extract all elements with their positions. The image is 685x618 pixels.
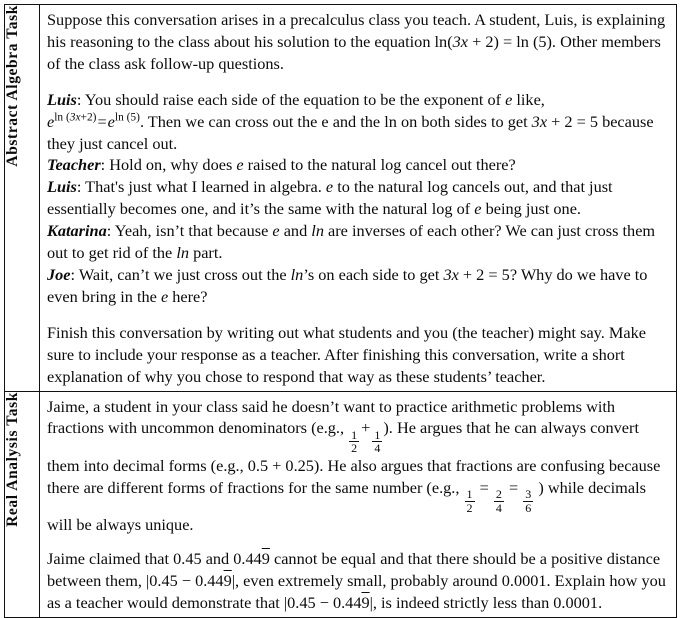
speaker-colon: : [76, 177, 82, 197]
fraction-denominator: 4 [495, 500, 502, 515]
speaker-colon: : [70, 264, 76, 284]
katarina-text-1: Yeah, isn’t that because [111, 221, 273, 241]
paragraph-jaime-claim [47, 548, 669, 614]
luis2-e-symbol-2: e [474, 199, 482, 219]
luis1-math-plus2: + 2 [547, 111, 577, 131]
jaime-claim-text-4: |, is indeed strictly less than 0.0001. [369, 592, 603, 612]
jaime-intro-text-2: ). He argues that he can always convert them into decimal forms (e.g., 0.5 + 0.25). He also argues that fractions are confusing because there are different forms of fractions for the same number (e.g., [47, 418, 661, 497]
fraction-denominator: 2 [351, 441, 358, 456]
fraction-numerator: 1 [466, 487, 473, 502]
speaker-colon: : [106, 221, 112, 241]
paragraph-intro [47, 9, 669, 75]
luis1-math-equals: = [576, 111, 590, 131]
repeating-nine-overline-2: 9 [223, 570, 232, 590]
teacher1-e-symbol: e [236, 155, 244, 175]
repeating-nine-overline-1: 9 [261, 548, 270, 568]
joe-e-symbol: e [160, 286, 169, 306]
luis1-text-1: You should raise each side of the equation to be the exponent of [81, 89, 506, 109]
paragraph-jaime-intro [47, 396, 669, 536]
paragraph-luis-1 [47, 89, 669, 155]
fraction-one-half-b [465, 488, 475, 514]
fraction-equals-2: = [504, 477, 523, 497]
fraction-one-half-a [349, 429, 359, 455]
fraction-denominator: 4 [374, 441, 381, 456]
row-label-real-analysis [5, 391, 40, 617]
joe-text-2: ’s on each side to get [303, 264, 444, 284]
speaker-teacher: Teacher [47, 155, 101, 175]
intro-plus-two: + 2) = [468, 31, 517, 51]
luis2-text-2: to the natural log cancels out, and that just essentially becomes one, and it’s the same with the natural log of [47, 177, 613, 219]
fraction-numerator: 1 [374, 428, 381, 443]
eq-base-e-2: e [107, 111, 115, 131]
eq-exp1-ln: ln ( [54, 111, 70, 124]
eq-exp1-x: 3x [69, 111, 81, 124]
row-label-text: Real Analysis Task [4, 391, 21, 527]
luis1-e-symbol: e [505, 89, 513, 109]
joe-text-4: here? [168, 286, 208, 306]
jaime-intro-text-1: Jaime, a student in your class said he doesn’t want to practice arithmetic problems with fractions with uncommon denominators (e.g., [47, 396, 616, 438]
paragraph-luis-2 [47, 176, 669, 220]
fraction-numerator: 1 [351, 428, 358, 443]
repeating-nine-overline-3: 9 [361, 592, 370, 612]
luis1-text-2: like, [512, 89, 545, 109]
eq-exp1-rest: +2) [80, 111, 97, 124]
teacher1-text-1: Hold on, why does [105, 155, 237, 175]
luis1-math-five: 5 [589, 111, 598, 131]
luis2-text-1: That's just what I learned in algebra. [81, 177, 326, 197]
joe-math-3x: 3x [443, 264, 459, 284]
teacher1-text-2: raised to the natural log cancel out there? [243, 155, 516, 175]
luis1-equation [47, 112, 140, 131]
task-table [4, 4, 677, 618]
speaker-colon: : [76, 89, 82, 109]
paragraph-katarina [47, 220, 669, 264]
speaker-joe: Joe [47, 264, 71, 284]
task-body-real-analysis [40, 391, 677, 617]
speaker-katarina: Katarina [47, 221, 107, 241]
eq-exponent-2: ln (5) [114, 111, 140, 124]
jaime-claim-text-3: |, even extremely small, probably around 0.0001. Explain how you as a teacher would demonstrate that |0.45 − 0.44 [47, 570, 666, 612]
katarina-text-4: part. [189, 243, 223, 263]
eq-equals-1: = [97, 111, 107, 131]
luis1-math-3x: 3x [531, 111, 548, 131]
katarina-text-3: are inverses of each other? We can just cross them out to get rid of the [47, 221, 656, 263]
row-label-abstract-algebra [5, 5, 40, 392]
fraction-numerator: 2 [495, 487, 502, 502]
fraction-one-quarter [372, 429, 382, 455]
fraction-equals-1: = [475, 477, 493, 497]
fraction-three-sixths [523, 488, 533, 514]
eq-exponent-1 [54, 111, 96, 123]
fraction-denominator: 2 [466, 500, 473, 515]
joe-text-3: ? Why do we have to even bring in the [47, 264, 648, 306]
speaker-colon: : [100, 155, 106, 175]
table-row-abstract-algebra [5, 5, 677, 392]
intro-text-1: Suppose this conversation arises in a precalculus class you teach. A student, Luis, is explaining his reasoning to the class about his solution to the equation ln( [47, 10, 666, 51]
table-row-real-analysis [5, 391, 677, 617]
joe-math-plus2: + 2 [458, 264, 489, 284]
katarina-ln-symbol-1: ln [311, 221, 324, 241]
joe-math-equals: = [488, 264, 502, 284]
fraction-numerator: 3 [525, 487, 532, 502]
joe-math-five: 5 [501, 264, 510, 284]
intro-var-x: 3x [452, 31, 468, 51]
katarina-text-2: and [279, 221, 312, 241]
paragraph-task-prompt: Finish this conversation by writing out what students and you (the teacher) might say. Make sure to include your response as a teacher. After finishing this conversation, write a short explanation of why you chose to respond that way as these students’ teacher. [47, 322, 646, 386]
luis2-text-3: being just one. [481, 199, 581, 219]
fraction-denominator: 6 [525, 500, 532, 515]
task-body-abstract-algebra [40, 5, 677, 392]
joe-ln-symbol: ln [290, 264, 304, 284]
luis1-text-4: because they just cancel out. [47, 111, 654, 153]
katarina-e-symbol: e [272, 221, 280, 241]
speaker-luis: Luis [47, 177, 77, 197]
paragraph-joe [47, 264, 669, 308]
fraction-plus-operator: + [361, 418, 371, 438]
fraction-two-fourths [494, 488, 504, 514]
jaime-claim-text-1: Jaime claimed that 0.45 and 0.44 [47, 548, 262, 568]
jaime-intro-text-3: ) while decimals will be always unique. [47, 477, 646, 535]
luis2-e-symbol-1: e [325, 177, 334, 197]
speaker-luis: Luis [47, 89, 77, 109]
joe-text-1: Wait, can’t we just cross out the [75, 264, 291, 284]
jaime-claim-text-2: cannot be equal and that there should be a positive distance between them, |0.45 − 0.44 [47, 548, 661, 590]
paragraph-teacher-1 [47, 154, 669, 176]
row-label-text: Abstract Algebra Task [4, 5, 21, 167]
katarina-ln-symbol-2: ln [176, 243, 189, 263]
eq-base-e-1: e [47, 111, 55, 131]
luis1-text-3: . Then we can cross out the e and the ln on both sides to get [139, 111, 532, 131]
intro-text-2: ln (5). Other members of the class ask follow-up questions. [47, 31, 661, 73]
